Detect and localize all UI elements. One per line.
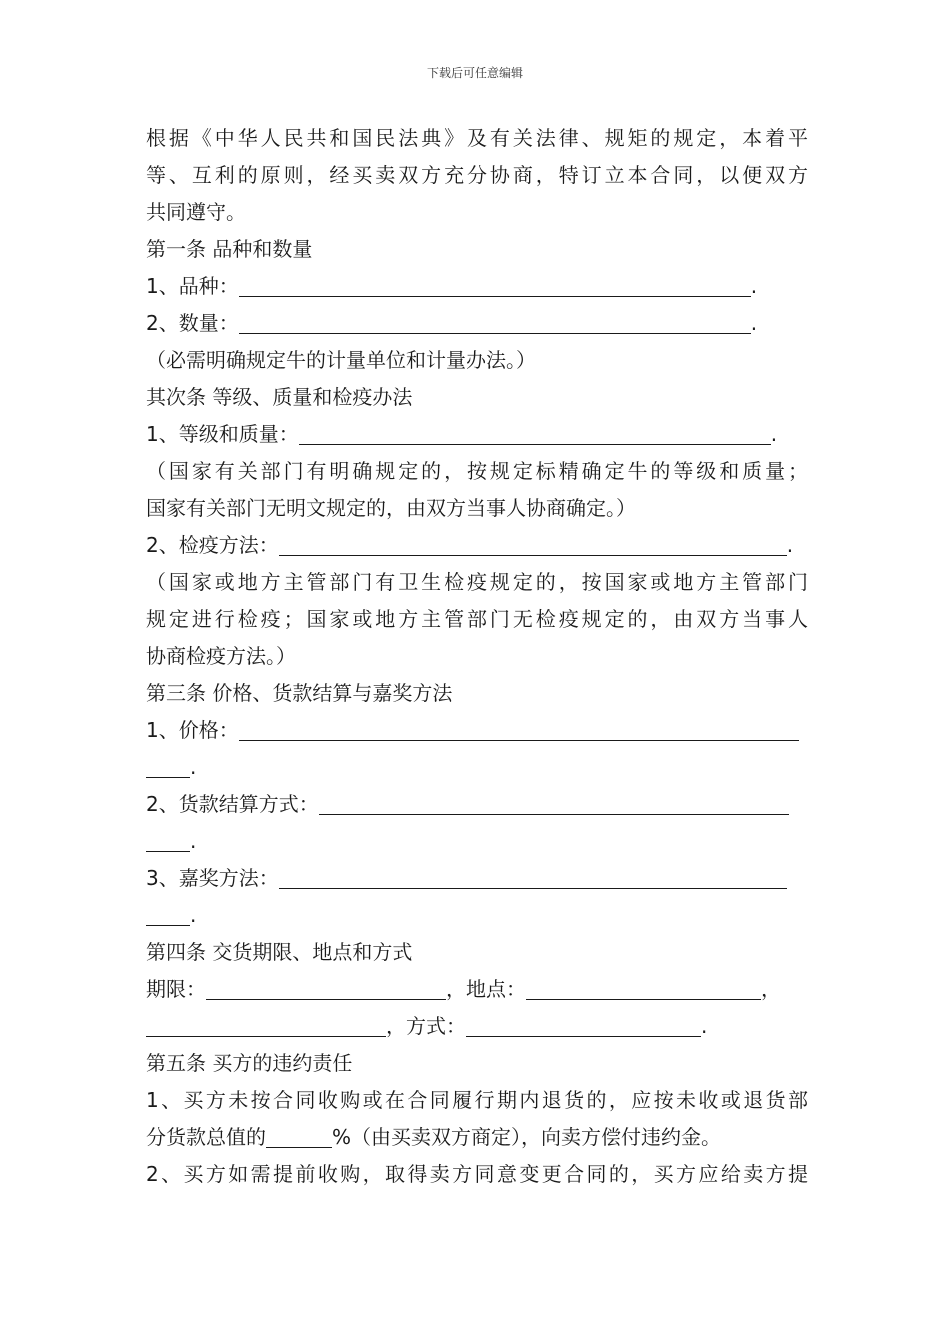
paragraph-line: 1、买方未按合同收购或在合同履行期内退货的，应按未收或退货部 (146, 1088, 808, 1112)
price-row-cont: . (146, 749, 808, 786)
quantity-row: 2、数量： . (146, 311, 758, 335)
reward-blank[interactable] (279, 866, 787, 889)
paragraph-line: 2、买方如需提前收购，取得卖方同意变更合同的，买方应给卖方提 (146, 1162, 808, 1186)
grade-quality-blank[interactable] (299, 422, 771, 445)
penalty-percent-blank[interactable] (266, 1125, 332, 1148)
price-blank[interactable] (239, 718, 799, 741)
price-label: 1、价格： (146, 718, 239, 742)
delivery-row: 期限： ，地点： ， (146, 977, 781, 1001)
variety-label: 1、品种： (146, 274, 239, 298)
reward-row (146, 860, 808, 897)
note-line: 国家有关部门无明文规定的，由双方当事人协商确定。） (146, 496, 636, 520)
settlement-label: 2、货款结算方式： (146, 792, 319, 816)
grade-quality-label: 1、等级和质量： (146, 422, 299, 446)
method-blank[interactable] (466, 1014, 701, 1037)
price-row (146, 712, 808, 749)
term-label: 期限： (146, 977, 206, 1001)
variety-row: 1、品种： . (146, 274, 758, 298)
delivery-row-cont: ，方式： . (146, 1008, 808, 1045)
paragraph-line: 共同遵守。 (146, 200, 246, 224)
quantity-blank[interactable] (239, 311, 751, 334)
note-line: （国家或地方主管部门有卫生检疫规定的，按国家或地方主管部门 (146, 570, 808, 594)
reward-row-cont: . (146, 897, 808, 934)
grade-quality-row: 1、等级和质量： . (146, 422, 778, 446)
price-blank-cont[interactable] (146, 755, 190, 778)
article-5-heading: 第五条 买方的违约责任 (146, 1051, 353, 1075)
settlement-row (146, 786, 808, 823)
place-blank[interactable] (526, 977, 761, 1000)
page-header: 下载后可任意编辑 (426, 66, 523, 80)
article-3-heading: 第三条 价格、货款结算与嘉奖方法 (146, 681, 453, 705)
paragraph-line: 等、互利的原则，经买卖双方充分协商，特订立本合同，以便双方 (146, 163, 808, 187)
article-2-heading: 其次条 等级、质量和检疫办法 (146, 385, 413, 409)
quarantine-row: 2、检疫方法： . (146, 533, 794, 557)
quarantine-label: 2、检疫方法： (146, 533, 279, 557)
article-1-heading: 第一条 品种和数量 (146, 237, 313, 261)
term-blank[interactable] (206, 977, 446, 1000)
method-label: ，方式： (386, 1014, 466, 1038)
paragraph-line: 根据《中华人民共和国民法典》及有关法律、规矩的规定，本着平 (146, 126, 808, 150)
note-line: （国家有关部门有明确规定的，按规定标精确定牛的等级和质量； (146, 459, 808, 483)
note-line: 协商检疫方法。） (146, 644, 296, 668)
reward-blank-cont[interactable] (146, 903, 190, 926)
note-line: （必需明确规定牛的计量单位和计量办法。） (146, 348, 536, 372)
settlement-blank[interactable] (319, 792, 789, 815)
quantity-label: 2、数量： (146, 311, 239, 335)
settlement-row-cont: . (146, 823, 808, 860)
place-label: ，地点： (446, 977, 526, 1001)
penalty-label: 分货款总值的 (146, 1125, 266, 1149)
reward-label: 3、嘉奖方法： (146, 866, 279, 890)
place-blank-cont[interactable] (146, 1014, 386, 1037)
quarantine-blank[interactable] (279, 533, 787, 556)
settlement-blank-cont[interactable] (146, 829, 190, 852)
variety-blank[interactable] (239, 274, 751, 297)
note-line: 规定进行检疫；国家或地方主管部门无检疫规定的，由双方当事人 (146, 607, 808, 631)
article-4-heading: 第四条 交货期限、地点和方式 (146, 940, 413, 964)
penalty-row: 分货款总值的 %（由买卖双方商定），向卖方偿付违约金。 (146, 1125, 722, 1149)
contract-body (146, 120, 808, 1193)
